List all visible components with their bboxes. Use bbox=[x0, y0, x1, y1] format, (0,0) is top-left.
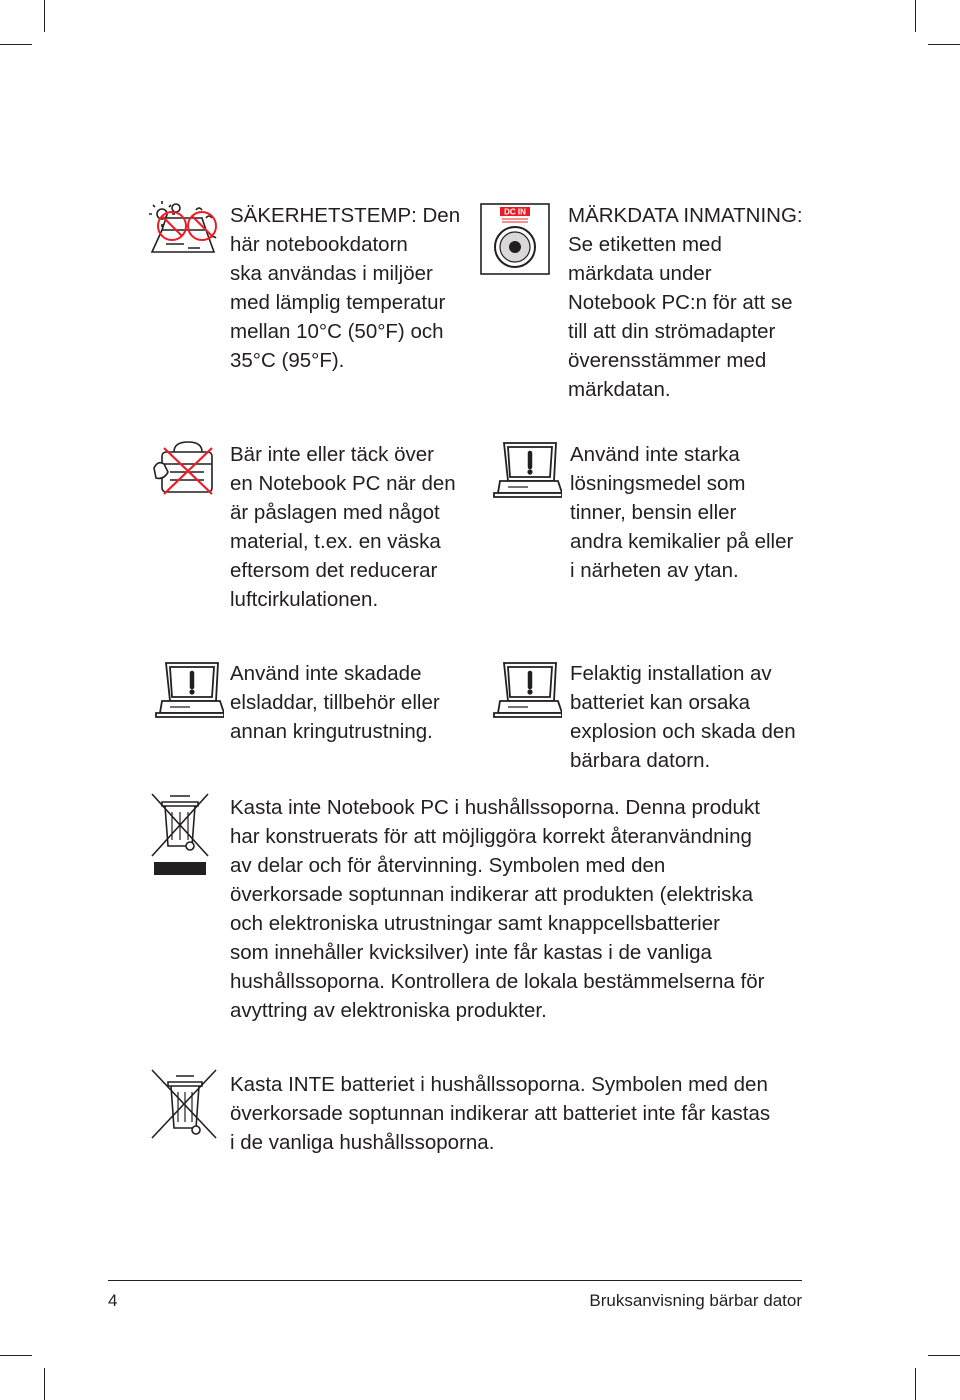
laptop-warning-icon bbox=[490, 441, 562, 503]
battery-install-text: Felaktig installation av batteriet kan orsaka explosion och skada den bärbara datorn. bbox=[570, 662, 796, 772]
footer-title: Bruksanvisning bärbar dator bbox=[589, 1291, 802, 1310]
disposal-text: Kasta inte Notebook PC i hushållssoporna. Denna produkt har konstruerats för att möjliggöra korrekt återanvändning av delar och för återvinning. Symbolen med den överkorsade soptunnan indikerar att produkten (elektriska och elektroniska utrustningar samt knappcellsbatterier som innehåller kvicksilver) inte får kastas i de vanliga hushållssoporna. Kontrollera de lokala bestämmelserna för avyttring av elektroniska produkter. bbox=[230, 796, 765, 1022]
crop-mark bbox=[44, 0, 45, 32]
footer-rule bbox=[108, 1280, 802, 1281]
crop-mark bbox=[0, 44, 32, 45]
dc-input-rating-icon bbox=[480, 203, 550, 275]
crossed-out-bin-icon bbox=[150, 790, 210, 880]
laptop-warning-icon bbox=[152, 661, 224, 723]
crop-mark bbox=[928, 1355, 960, 1356]
crop-mark bbox=[0, 1355, 32, 1356]
dc-in-label: DC IN bbox=[504, 207, 526, 217]
crop-mark bbox=[915, 1368, 916, 1400]
temp-text: SÄKERHETSTEMP: Den här notebookdatorn ska användas i miljöer med lämplig temperatur mellan 10°C (50°F) och 35°C (95°F). bbox=[230, 204, 461, 372]
temperature-warning-icon bbox=[148, 200, 222, 270]
solvents-text: Använd inte starka lösningsmedel som tinner, bensin eller andra kemikalier på eller i närheten av ytan. bbox=[570, 443, 794, 582]
laptop-warning-icon bbox=[490, 661, 562, 723]
crop-mark bbox=[928, 44, 960, 45]
page-number: 4 bbox=[108, 1291, 118, 1310]
battery-disposal-text: Kasta INTE batteriet i hushållssoporna. Symbolen med den överkorsade soptunnan indikerar att batteriet inte får kastas i de vanliga hushållssoporna. bbox=[230, 1073, 771, 1154]
damaged-text: Använd inte skadade elsladdar, tillbehör eller annan kringutrustning. bbox=[230, 662, 440, 743]
no-bag-cover-icon bbox=[150, 438, 222, 498]
crop-mark bbox=[44, 1368, 45, 1400]
rating-text: MÄRKDATA INMATNING: Se etiketten med märkdata under Notebook PC:n för att se till att din strömadapter överensstämmer med märkdatan. bbox=[568, 204, 803, 401]
crossed-out-bin-icon bbox=[150, 1068, 220, 1142]
crop-mark bbox=[915, 0, 916, 32]
cover-text: Bär inte eller täck över en Notebook PC när den är påslagen med något material, t.ex. en väska eftersom det reducerar luftcirkulationen. bbox=[230, 443, 456, 611]
